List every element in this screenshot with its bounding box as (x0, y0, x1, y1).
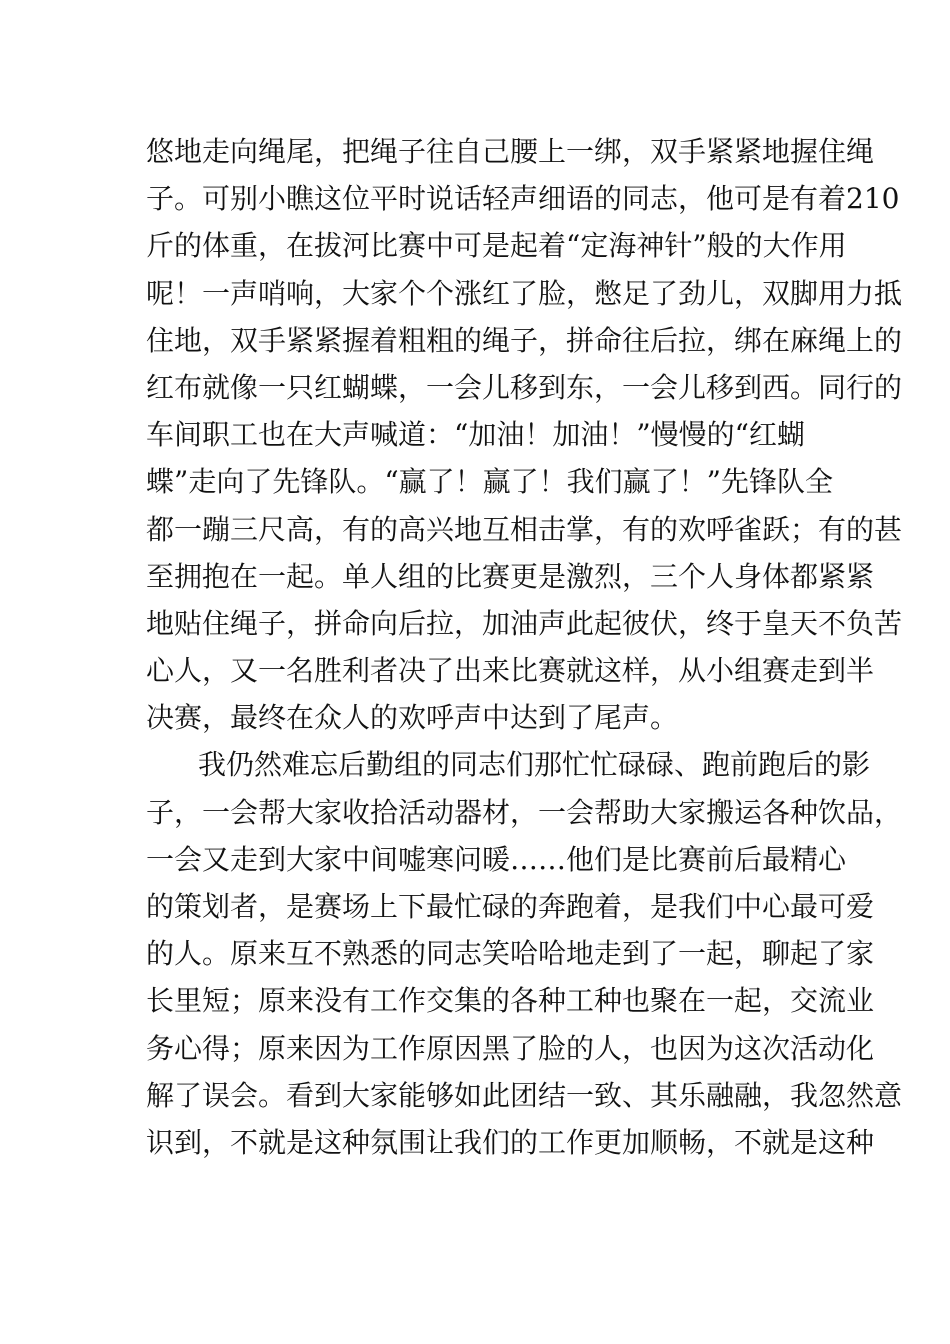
text-line: 心人，又一名胜利者决了出来比赛就这样，从小组赛走到半 (146, 654, 875, 688)
text-line: 长里短；原来没有工作交集的各种工种也聚在一起，交流业 (146, 984, 875, 1018)
text-line: 一会又走到大家中间嘘寒问暖……他们是比赛前后最精心 (146, 842, 847, 876)
text-line: 的人。原来互不熟悉的同志笑哈哈地走到了一起，聊起了家 (146, 937, 875, 971)
text-line: 务心得；原来因为工作原因黑了脸的人，也因为这次活动化 (146, 1031, 875, 1065)
text-line: 红布就像一只红蝴蝶，一会儿移到东，一会儿移到西。同行的 (146, 370, 903, 404)
text-line: 至拥抱在一起。单人组的比赛更是激烈，三个人身体都紧紧 (146, 559, 875, 593)
text-line: 地贴住绳子，拼命向后拉，加油声此起彼伏，终于皇天不负苦 (146, 606, 903, 640)
text-line: 决赛，最终在众人的欢呼声中达到了尾声。 (146, 701, 679, 735)
text-line: 的策划者，是赛场上下最忙碌的奔跑着，是我们中心最可爱 (146, 890, 875, 923)
text-line: 呢！一声哨响，大家个个涨红了脸，憋足了劲儿，双脚用力抵 (146, 276, 903, 310)
body-text (146, 128, 903, 1166)
text-line: 蝶”走向了先锋队。“赢了！赢了！我们赢了！”先锋队全 (146, 465, 833, 499)
text-line: 子。可别小瞧这位平时说话轻声细语的同志，他可是有着210 (146, 182, 900, 216)
text-line: 识到，不就是这种氛围让我们的工作更加顺畅，不就是这种 (146, 1125, 875, 1159)
text-line: 解了误会。看到大家能够如此团结一致、其乐融融，我忽然意 (146, 1078, 903, 1112)
text-line: 悠地走向绳尾，把绳子往自己腰上一绑，双手紧紧地握住绳 (146, 135, 875, 168)
paragraph-start-line: 我仍然难忘后勤组的同志们那忙忙碌碌、跑前跑后的影 (198, 748, 871, 782)
text-line: 斤的体重，在拔河比赛中可是起着“定海神针”般的大作用 (146, 229, 847, 263)
text-line: 都一蹦三尺高，有的高兴地互相击掌，有的欢呼雀跃；有的甚 (146, 512, 903, 546)
text-line: 子，一会帮大家收拾活动器材，一会帮助大家搬运各种饮品， (146, 795, 903, 829)
text-line: 车间职工也在大声喊道：“加油！加油！”慢慢的“红蝴 (146, 418, 805, 452)
text-line: 住地，双手紧紧握着粗粗的绳子，拼命往后拉，绑在麻绳上的 (146, 323, 903, 357)
